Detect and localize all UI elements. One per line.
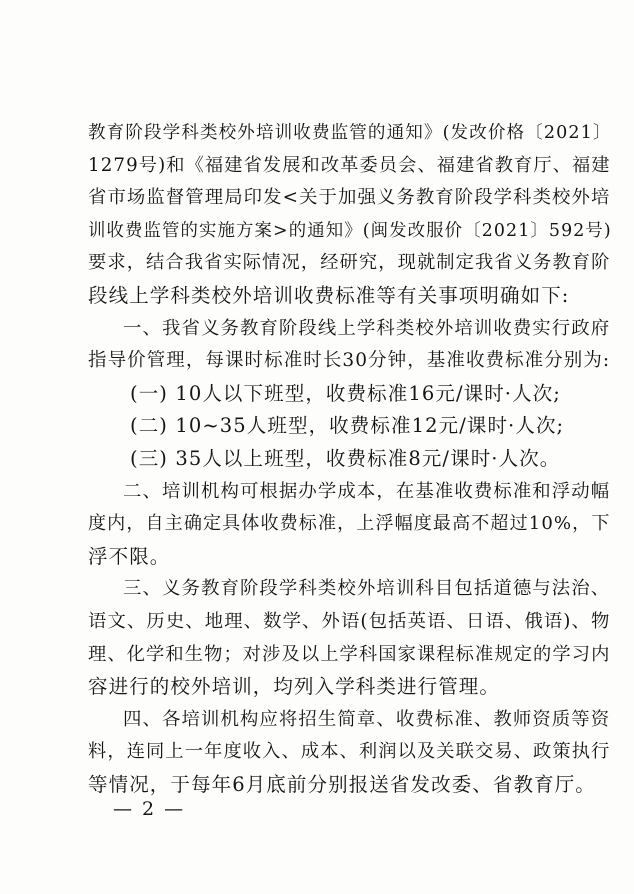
fee-item-2: (二) 10~35人班型，收费标准12元/课时·人次; <box>130 414 565 438</box>
paragraph-line: 1279号)和《福建省发展和改革委员会、福建省教育厅、福建 <box>88 154 611 176</box>
paragraph-line: 要求，结合我省实际情况，经研究，现就制定我省义务教育阶 <box>88 252 611 274</box>
paragraph-line: 语文、历史、地理、数学、外语(包括英语、日语、俄语)、物 <box>88 611 611 632</box>
section-two-heading-line: 二、培训机构可根据办学成本，在基准收费标准和浮动幅 <box>123 480 611 502</box>
paragraph-line: 浮不限。 <box>88 544 171 568</box>
section-three-heading-line: 三、义务教育阶段学科类校外培训科目包括道德与法治、 <box>123 578 611 600</box>
paragraph-line: 等情况，于每年6月底前分别报送省发改委、省教育厅。 <box>88 773 596 796</box>
paragraph-line: 教育阶段学科类校外培训收费监管的通知》(发改价格〔2021〕 <box>88 123 612 143</box>
paragraph-line: 指导价管理，每课时标准时长30分钟，基准收费标准分别为: <box>88 350 611 372</box>
page-number: — 2 — <box>113 798 186 820</box>
fee-item-3: (三) 35人以上班型，收费标准8元/课时·人次。 <box>130 447 561 470</box>
paragraph-line: 训收费监管的实施方案>的通知》(闽发改服价〔2021〕592号) <box>88 220 612 241</box>
paragraph-line: 容进行的校外培训，均列入学科类进行管理。 <box>88 675 501 699</box>
fee-item-1: (一) 10人以下班型，收费标准16元/课时·人次; <box>130 381 561 405</box>
paragraph-line: 度内，自主确定具体收费标准，上浮幅度最高不超过10%，下 <box>88 513 611 535</box>
paragraph-line: 理、化学和生物；对涉及以上学科国家课程标准规定的学习内 <box>88 643 611 665</box>
section-one-heading-line: 一、我省义务教育阶段线上学科类校外培训收费实行政府 <box>123 317 611 339</box>
paragraph-line: 段线上学科类校外培训收费标准等有关事项明确如下: <box>88 284 570 307</box>
paragraph-line: 料，连同上一年度收入、成本、利润以及关联交易、政策执行 <box>88 741 611 763</box>
paragraph-line: 省市场监督管理局印发<关于加强义务教育阶段学科类校外培 <box>88 187 611 209</box>
section-four-heading-line: 四、各培训机构应将招生简章、收费标准、教师资质等资 <box>123 708 611 730</box>
